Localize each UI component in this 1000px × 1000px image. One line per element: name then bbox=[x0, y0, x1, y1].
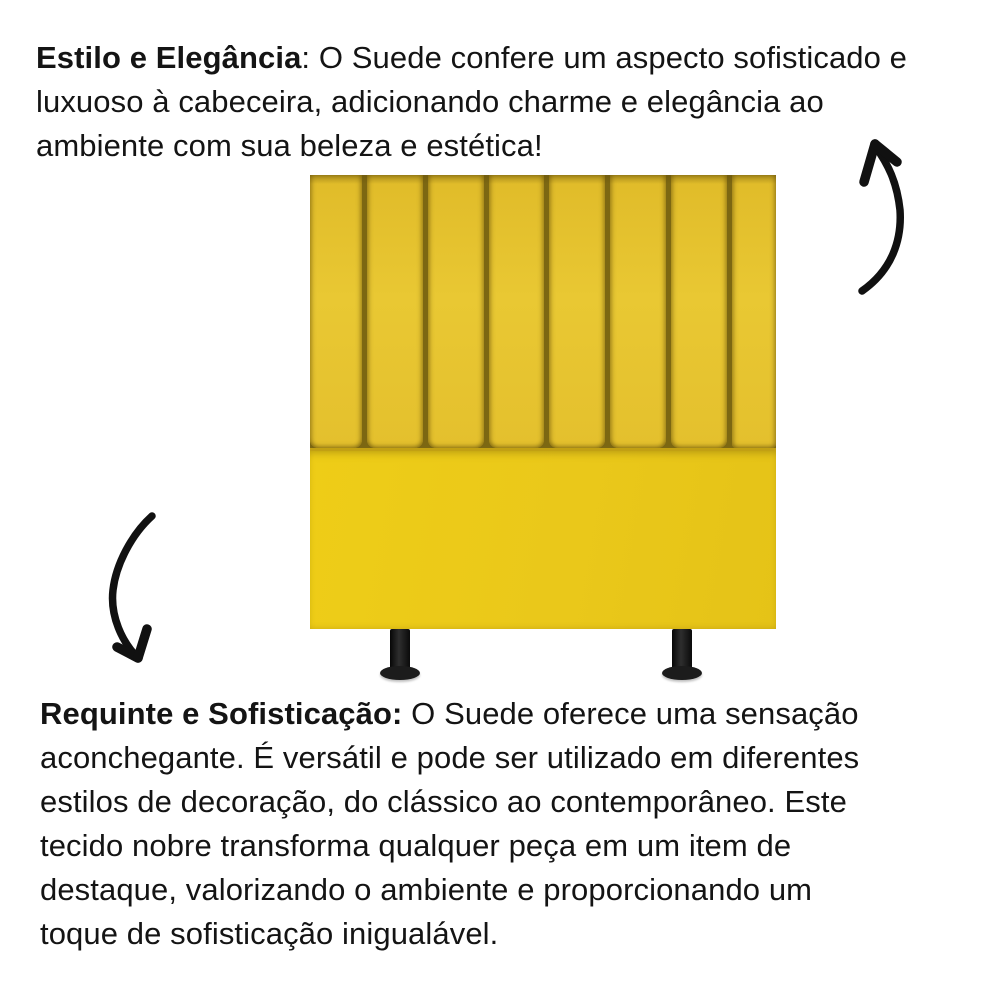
headboard-panel bbox=[367, 175, 423, 448]
top-text-block bbox=[36, 36, 907, 168]
bottom-text-line-1: O Suede oferece uma sensação bbox=[411, 696, 859, 731]
headboard-panel bbox=[732, 175, 776, 448]
foot-disc bbox=[380, 666, 420, 680]
top-text-lead: Estilo e Elegância bbox=[36, 40, 302, 75]
headboard-channels bbox=[310, 175, 776, 448]
headboard-left-foot bbox=[380, 629, 420, 680]
arrow-up-icon bbox=[840, 130, 920, 302]
bottom-text-block bbox=[40, 692, 859, 956]
foot-disc bbox=[662, 666, 702, 680]
foot-stem bbox=[390, 629, 410, 671]
top-text-line-3: ambiente com sua beleza e estética! bbox=[36, 128, 543, 163]
bottom-text-line-2: aconchegante. É versátil e pode ser utilizado em diferentes bbox=[40, 740, 860, 775]
top-text-lead-separator: : bbox=[301, 40, 319, 75]
top-text-line-2: luxuoso à cabeceira, adicionando charme e elegância ao bbox=[36, 84, 824, 119]
headboard-panel bbox=[310, 175, 362, 448]
headboard-base bbox=[310, 448, 776, 629]
top-text-line-1: O Suede confere um aspecto sofisticado e bbox=[318, 40, 908, 75]
headboard-right-foot bbox=[662, 629, 702, 680]
headboard-panel bbox=[610, 175, 666, 448]
bottom-text-line-5: destaque, valorizando o ambiente e proporcionando um bbox=[40, 872, 813, 907]
headboard-panel bbox=[489, 175, 545, 448]
headboard-panel bbox=[671, 175, 727, 448]
bottom-text-line-4: tecido nobre transforma qualquer peça em um item de bbox=[40, 828, 792, 863]
bottom-text-line-6: toque de sofisticação inigualável. bbox=[40, 916, 499, 951]
foot-stem bbox=[672, 629, 692, 671]
headboard-panel bbox=[549, 175, 605, 448]
bottom-text-lead: Requinte e Sofisticação: bbox=[40, 696, 403, 731]
arrow-down-icon bbox=[98, 506, 170, 674]
bottom-text-line-3: estilos de decoração, do clássico ao contemporâneo. Este bbox=[40, 784, 847, 819]
bottom-text-lead-separator bbox=[402, 696, 411, 731]
headboard-photo bbox=[310, 175, 776, 681]
headboard-panel bbox=[428, 175, 484, 448]
